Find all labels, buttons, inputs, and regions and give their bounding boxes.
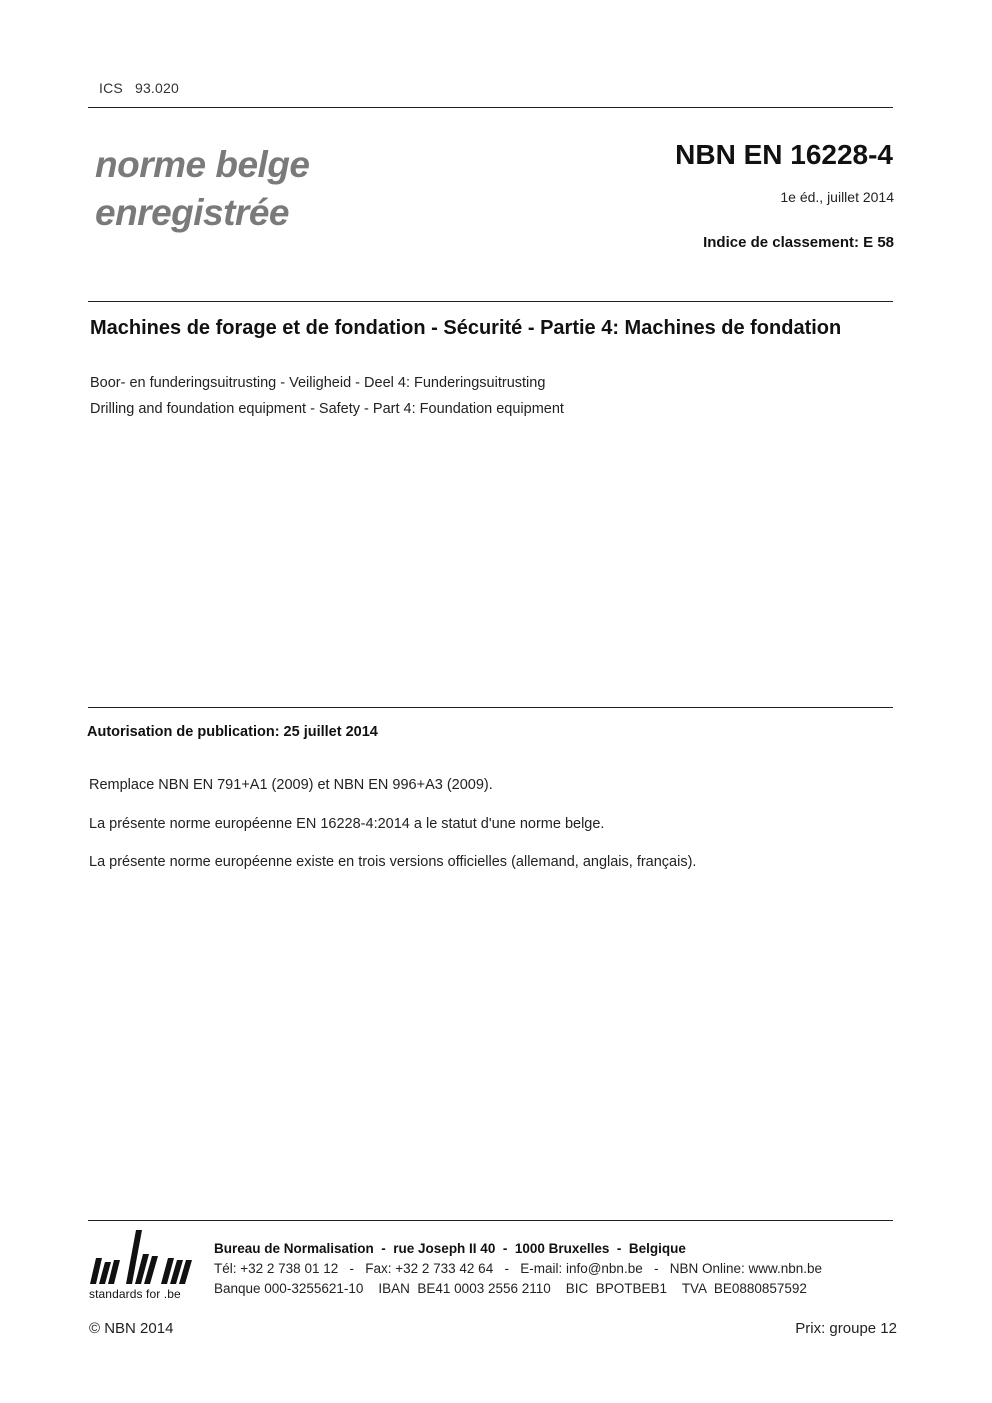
- header-divider: [88, 107, 893, 108]
- standard-number: NBN EN 16228-4: [675, 139, 893, 170]
- edition-date: 1e éd., juillet 2014: [780, 189, 894, 205]
- copyright: © NBN 2014: [89, 1320, 174, 1337]
- footer-divider: [88, 1220, 893, 1221]
- note-status: La présente norme européenne EN 16228-4:2014 a le statut d'une norme belge.: [89, 816, 605, 832]
- price-group: Prix: groupe 12: [795, 1320, 897, 1337]
- brand-title: [95, 141, 310, 237]
- title-dutch: Boor- en funderingsuitrusting - Veiligheid - Deel 4: Funderingsuitrusting: [90, 375, 546, 391]
- note-replaces: Remplace NBN EN 791+A1 (2009) et NBN EN 996+A3 (2009).: [89, 777, 493, 793]
- nbn-logo-icon: [88, 1226, 200, 1286]
- logo-tagline: standards for .be: [89, 1287, 181, 1301]
- footer-address: Bureau de Normalisation - rue Joseph II 40 - 1000 Bruxelles - Belgique: [214, 1241, 686, 1256]
- brand-line-2: enregistrée: [95, 192, 289, 233]
- title-english: Drilling and foundation equipment - Safety - Part 4: Foundation equipment: [90, 401, 564, 417]
- footer-contact: Tél: +32 2 738 01 12 - Fax: +32 2 733 42 64 - E-mail: info@nbn.be - NBN Online: www.nbn.be: [214, 1261, 823, 1276]
- title-french: Machines de forage et de fondation - Sécurité - Partie 4: Machines de fondation: [90, 317, 842, 339]
- footer-bank: Banque 000-3255621-10 IBAN BE41 0003 2556 2110 BIC BPOTBEB1 TVA BE0880857592: [214, 1281, 807, 1296]
- brand-line-1: norme belge: [95, 144, 310, 185]
- ics-code: [99, 80, 191, 96]
- publication-divider: [88, 707, 893, 708]
- note-versions: La présente norme européenne existe en trois versions officielles (allemand, anglais, français).: [89, 854, 697, 870]
- ics-value: 93.020: [134, 80, 179, 96]
- ics-label: ICS: [99, 80, 123, 96]
- classification-index: Indice de classement: E 58: [703, 234, 894, 251]
- title-divider: [88, 301, 893, 302]
- publication-authorisation: Autorisation de publication: 25 juillet 2014: [87, 724, 378, 740]
